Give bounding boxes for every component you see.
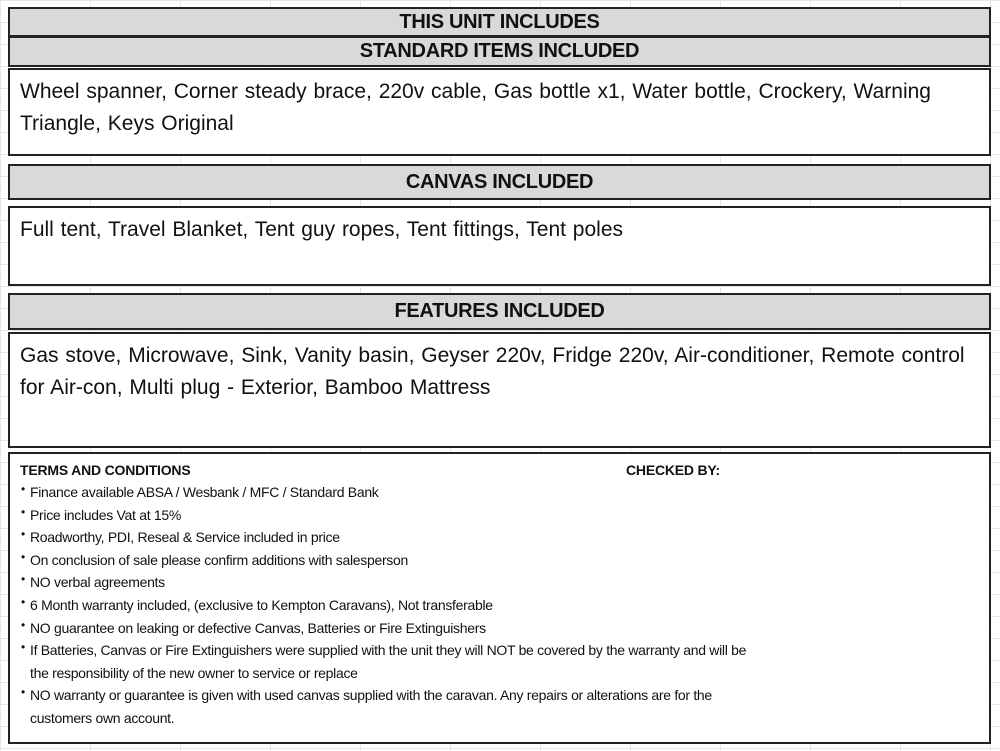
- features-included-header: FEATURES INCLUDED: [8, 293, 991, 330]
- unit-includes-header: THIS UNIT INCLUDES: [8, 7, 991, 37]
- terms-and-conditions-box: [8, 452, 991, 744]
- terms-item-text: NO verbal agreements: [30, 574, 165, 591]
- bullet-icon: •: [21, 482, 25, 496]
- terms-item-text: NO warranty or guarantee is given with used canvas supplied with the caravan. Any repairs or alterations are for the customers own account.: [30, 687, 712, 726]
- terms-item-text: Finance available ABSA / Wesbank / MFC / Standard Bank: [30, 484, 379, 500]
- bullet-icon: •: [21, 685, 25, 700]
- terms-item: [20, 594, 979, 617]
- standard-items-header: STANDARD ITEMS INCLUDED: [8, 36, 991, 67]
- canvas-included-header: CANVAS INCLUDED: [8, 164, 991, 200]
- terms-item-text: Price includes Vat at 15%: [30, 506, 181, 523]
- terms-item-text: 6 Month warranty included, (exclusive to Kempton Caravans), Not transferable: [30, 596, 493, 613]
- bullet-icon: •: [21, 617, 25, 632]
- bullet-icon: •: [21, 527, 25, 542]
- bullet-icon: •: [21, 640, 25, 655]
- terms-item-text: Roadworthy, PDI, Reseal & Service included in price: [30, 529, 340, 546]
- bullet-icon: •: [21, 572, 25, 587]
- standard-items-box: [8, 68, 991, 156]
- bullet-icon: •: [21, 549, 25, 564]
- canvas-included-text: Full tent, Travel Blanket, Tent guy ropes, Tent fittings, Tent poles: [20, 218, 624, 241]
- terms-item: [20, 481, 979, 504]
- terms-item: [20, 571, 979, 594]
- terms-item: [20, 684, 750, 729]
- terms-title: TERMS AND CONDITIONS: [20, 462, 191, 478]
- checked-by-label: CHECKED BY:: [626, 462, 720, 478]
- bullet-icon: •: [21, 594, 25, 609]
- terms-item-text: On conclusion of sale please confirm additions with salesperson: [30, 551, 408, 568]
- terms-item: [20, 504, 979, 527]
- standard-items-text: Wheel spanner, Corner steady brace, 220v cable, Gas bottle x1, Water bottle, Crockery, Warning Triangle, Keys Original: [20, 80, 931, 135]
- terms-item: [20, 549, 979, 572]
- terms-item-text: NO guarantee on leaking or defective Canvas, Batteries or Fire Extinguishers: [30, 619, 486, 636]
- features-included-box: [8, 332, 991, 448]
- terms-item: [20, 617, 979, 640]
- terms-list: [20, 481, 979, 730]
- canvas-included-box: [8, 206, 991, 286]
- features-included-text: Gas stove, Microwave, Sink, Vanity basin, Geyser 220v, Fridge 220v, Air-conditioner, Remote control for Air-con, Multi plug - Exterior, Bamboo Mattress: [20, 344, 965, 399]
- terms-item-text: If Batteries, Canvas or Fire Extinguishers were supplied with the unit they will NOT be covered by the warranty and will be the responsibility of the new owner to service or replace: [30, 642, 747, 681]
- terms-item: [20, 639, 750, 684]
- bullet-icon: •: [21, 504, 25, 519]
- terms-item: [20, 526, 979, 549]
